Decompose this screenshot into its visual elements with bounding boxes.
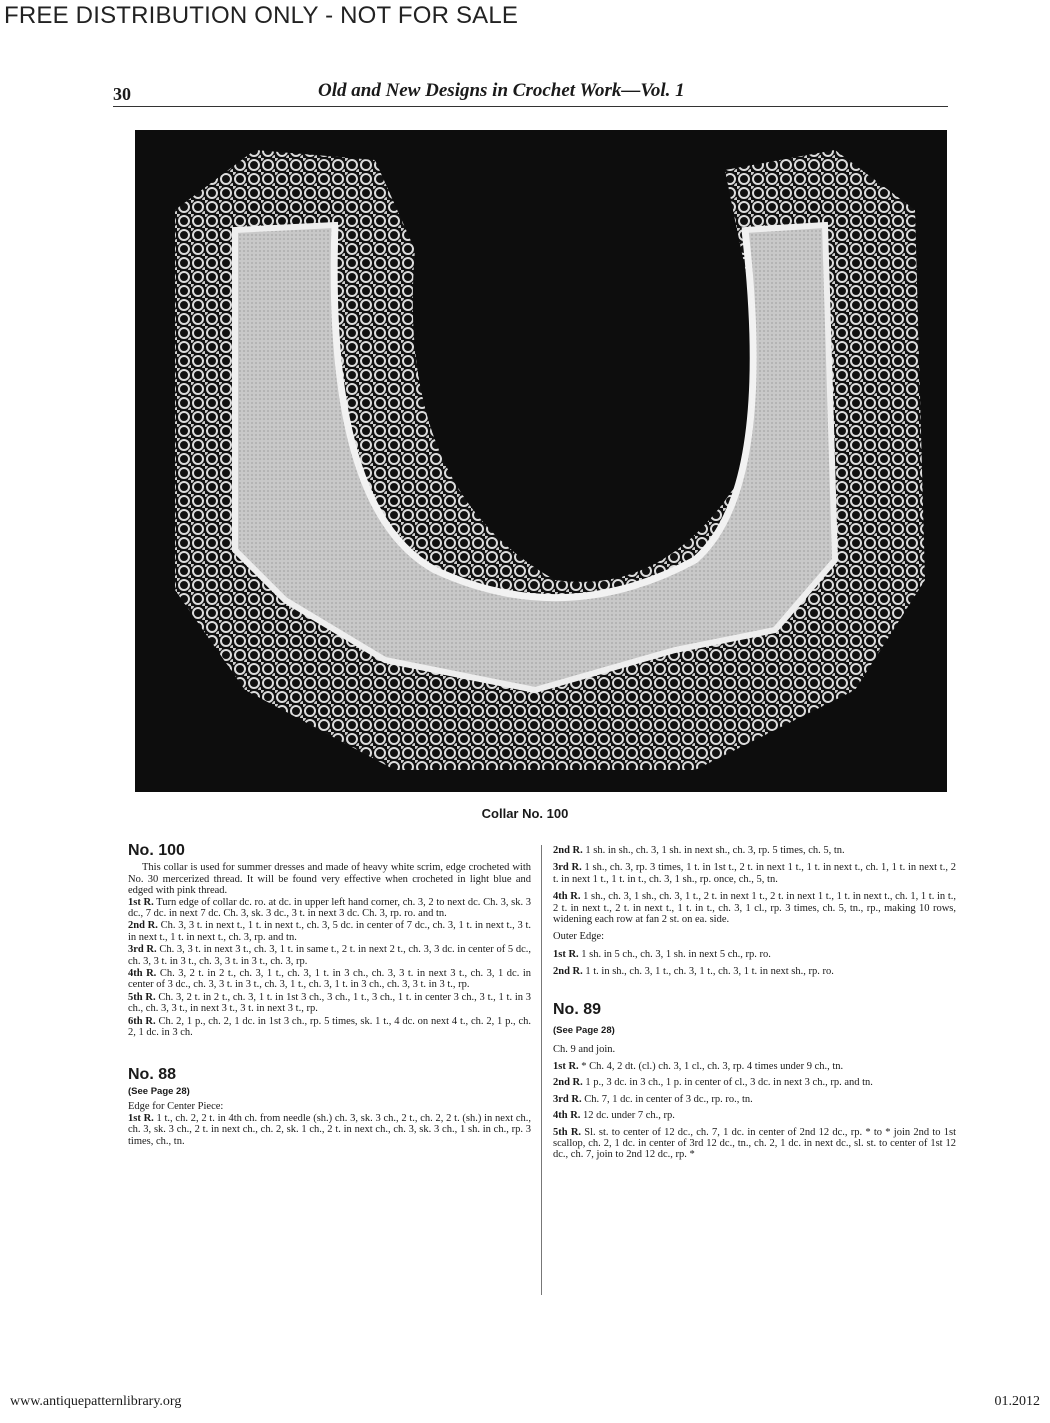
row-89-2nd-r: 2nd R. 1 p., 3 dc. in 3 ch., 1 p. in center of cl., 3 dc. in next 3 ch., rp. and tn. <box>553 1077 873 1089</box>
running-title: Old and New Designs in Crochet Work—Vol. 1 <box>318 80 685 101</box>
start-89: Ch. 9 and join. <box>553 1044 616 1056</box>
intro-paragraph: This collar is used for summer dresses and made of heavy white scrim, edge crocheted with No. 30 mercerized thread. It will be found very effective when crocheted in light blue and edged with pink thread. <box>128 862 531 897</box>
edge-center-label: Edge for Center Piece: <box>128 1101 224 1113</box>
row-88-3rd-r: 3rd R. 1 sh., ch. 3, rp. 3 times, 1 t. in 1st t., 2 t. in next 1 t., 1 t. in next t., ch. 1, 1 t. in next t., 2 t. in next 1 t., 1 t. in t., ch. 3, 1 sh., rp. once, ch., 5, tn. <box>553 862 956 885</box>
row-1st-r: 1st R. Turn edge of collar dc. ro. at dc. in upper left hand corner, ch. 3, 2 to next dc. Ch. 3, sk. 3 dc., 7 dc. in next 7 dc. Ch. 3, sk. 3 dc., 3 t. in next 3 dc. Ch. 3, rp. ro. and tn. <box>128 896 531 920</box>
row-88-2nd-r: 2nd R. 1 sh. in sh., ch. 3, 1 sh. in next sh., ch. 3, rp. 5 times, ch. 5, tn. <box>553 845 845 856</box>
row-89-5th-r: 5th R. Sl. st. to center of 12 dc., ch. 7, 1 dc. in center of 2nd 12 dc., rp. * to * join 2nd to 1st scallop, ch. 2, 1 dc. in center of 3rd 12 dc., tn., ch. 2, 1 dc. in next dc., sl. st. to center of 1st 12 dc., ch. 7, join to 2nd 12 dc., rp. * <box>553 1126 957 1161</box>
row-89-3rd-r: 3rd R. Ch. 7, 1 dc. in center of 3 dc., rp. ro., tn. <box>553 1093 753 1105</box>
heading-no-100: No. 100 <box>128 842 185 859</box>
row-89-4th-r: 4th R. 12 dc. under 7 ch., rp. <box>553 1110 675 1122</box>
footer-url[interactable]: www.antiquepatternlibrary.org <box>10 1394 182 1409</box>
row-outer-2nd-r: 2nd R. 1 t. in sh., ch. 3, 1 t., ch. 3, 1 t., ch. 3, 1 t. in next sh., rp. ro. <box>553 966 834 978</box>
figure-caption: Collar No. 100 <box>481 806 569 821</box>
collar-illustration <box>135 130 947 792</box>
see-page-89: (See Page 28) <box>553 1025 615 1037</box>
row-5th-r: 5th R. Ch. 3, 2 t. in 2 t., ch. 3, 1 t. in 1st 3 ch., 3 ch., 1 t., 3 ch., 1 t. in center 3 ch., 3 t., 1 t. in 3 ch., ch. 3, 3 t., in next 3 t., 3 t. in next 3 t., rp. <box>128 991 532 1015</box>
page-header <box>113 78 948 107</box>
row-4th-r: 4th R. Ch. 3, 2 t. in 2 t., ch. 3, 1 t., ch. 3, 1 t. in 3 ch., ch. 3, 3 t. in next 3 t., ch. 3, 1 dc. in center of 3 dc., ch. 3, 3 t. in 3 t., ch. 3, 1 t., ch. 3, 1 t. in 3 ch., ch. 3, 3 t. in 3 t., rp. <box>128 968 532 991</box>
column-divider <box>541 845 542 1295</box>
row-88-1st-r: 1st R. 1 t., ch. 2, 2 t. in 4th ch. from needle (sh.) ch. 3, sk. 3 ch., 2 t., ch. 2, 2 t. (sh.) in next ch., ch. 3, sk. 3 ch., 2 t. in next ch., ch. 2, sk. 1 ch., 2 t. in next ch., ch. 3, sk. 3 ch., 1 sh. in ch., rp. 3 times, ch., tn. <box>128 1112 532 1147</box>
row-outer-1st-r: 1st R. 1 sh. in 5 ch., ch. 3, 1 sh. in next 5 ch., rp. ro. <box>553 948 771 960</box>
row-2nd-r: 2nd R. Ch. 3, 3 t. in next t., 1 t. in next t., ch. 3, 5 dc. in center of 7 dc., ch. 3, 1 t. in next t., 3 t. in next t., 1 t. in next t., ch. 3, rp. and tn. <box>128 920 532 943</box>
row-89-1st-r: 1st R. * Ch. 4, 2 dt. (cl.) ch. 3, 1 cl., ch. 3, rp. 4 times under 9 ch., tn. <box>553 1060 844 1072</box>
row-3rd-r: 3rd R. Ch. 3, 3 t. in next 3 t., ch. 3, 1 t. in same t., 2 t. in next 2 t., ch. 3, 3 dc. in center of 5 dc., ch. 3, 3 t. in 3 t., ch. 3, 3 t. in 3 t., ch. 3, rp. <box>128 944 531 967</box>
right-column <box>553 845 956 1162</box>
page-number: 30 <box>113 84 131 104</box>
row-88-4th-r: 4th R. 1 sh., ch. 3, 1 sh., ch. 3, 1 t., 2 t. in next 1 t., 2 t. in next 1 t., 1 t. in next t., ch. 1, 1 t. in t., 2 t. in next t., 2 t. in next t., 1 t. in t., ch. 3, 1 cl., rp. 3 times, ch. 5, tn., rp., making 10 rows, widening each row at fan 2 st. on ea. side. <box>553 891 957 926</box>
collar-photo <box>135 130 947 792</box>
outer-edge-label: Outer Edge: <box>553 931 605 943</box>
heading-no-89: No. 89 <box>553 1000 602 1018</box>
see-page-88: (See Page 28) <box>128 1085 190 1097</box>
distribution-banner: FREE DISTRIBUTION ONLY - NOT FOR SALE <box>4 2 519 29</box>
row-6th-r: 6th R. Ch. 2, 1 p., ch. 2, 1 dc. in 1st 3 ch., rp. 5 times, sk. 1 t., 4 dc. on next 4 t., ch. 2, 1 p., ch. 2, 1 dc. in 3 ch. <box>128 1015 531 1039</box>
footer-date: 01.2012 <box>994 1394 1040 1409</box>
left-column <box>128 842 532 1148</box>
heading-no-88: No. 88 <box>128 1065 177 1083</box>
